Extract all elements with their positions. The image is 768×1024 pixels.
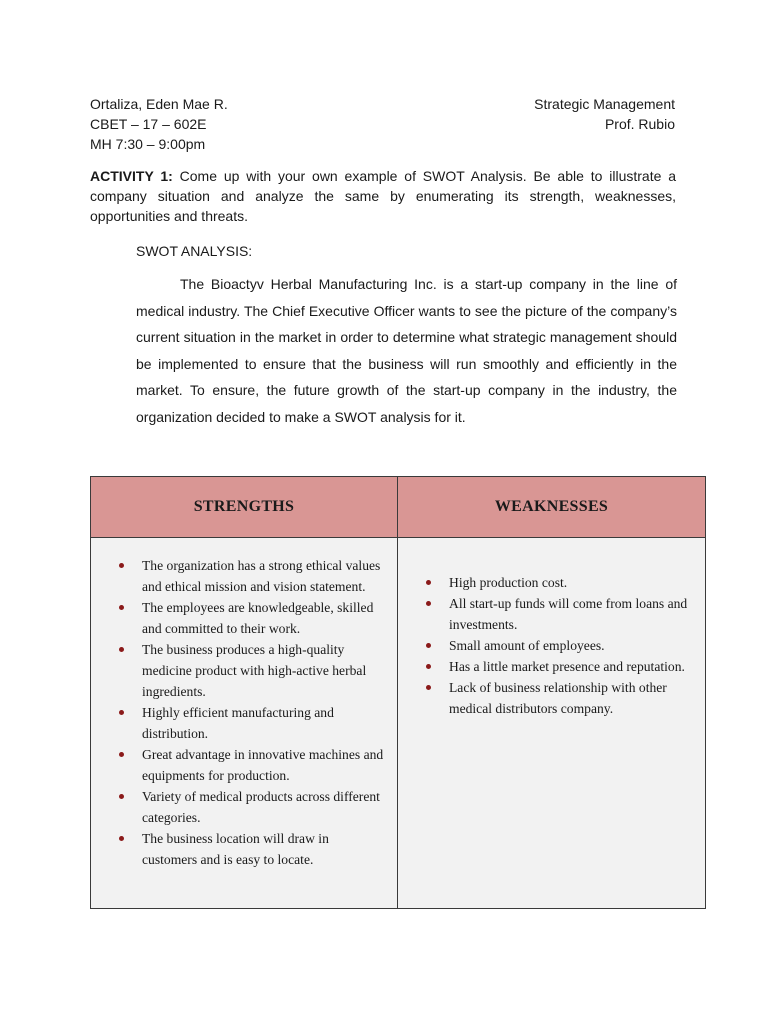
swot-body-row (91, 538, 706, 909)
strengths-header: STRENGTHS (91, 477, 398, 538)
activity-instructions (90, 166, 676, 226)
weakness-item: Small amount of employees. (398, 635, 705, 656)
swot-table (90, 476, 706, 909)
strength-item: The business location will draw in customers and is easy to locate. (91, 828, 397, 870)
weakness-item: All start-up funds will come from loans and investments. (398, 593, 705, 635)
activity-text: Come up with your own example of SWOT Analysis. Be able to illustrate a company situation and analyze the same by enumerating its strength, weaknesses, opportunities and threats. (90, 168, 676, 224)
swot-heading: SWOT ANALYSIS: (136, 243, 253, 259)
activity-label: ACTIVITY 1: (90, 168, 173, 184)
class-schedule: MH 7:30 – 9:00pm (90, 136, 206, 152)
course-title: Strategic Management (534, 96, 675, 112)
professor-name: Prof. Rubio (604, 116, 675, 132)
strength-item: Great advantage in innovative machines and equipments for production. (91, 744, 397, 786)
strengths-list (91, 538, 397, 870)
intro-paragraph: The Bioactyv Herbal Manufacturing Inc. is a start-up company in the line of medical industry. The Chief Executive Officer wants to see the picture of the company’s current situation in the market in order to determine what strategic management should be implemented to ensure that the business will run smoothly and efficiently in the market. To ensure, the future growth of the start-up company in the industry, the organization decided to make a SWOT analysis for it. (136, 276, 677, 425)
weakness-item: Lack of business relationship with other medical distributors company. (398, 677, 705, 719)
student-name: Ortaliza, Eden Mae R. (90, 96, 228, 112)
strength-item: Variety of medical products across different categories. (91, 786, 397, 828)
weakness-item: Has a little market presence and reputation. (398, 656, 705, 677)
weaknesses-cell (398, 538, 706, 909)
strength-item: The organization has a strong ethical values and ethical mission and vision statement. (91, 555, 397, 597)
swot-header-row (91, 477, 706, 538)
weakness-item: High production cost. (398, 572, 705, 593)
weaknesses-header: WEAKNESSES (398, 477, 706, 538)
strength-item: The employees are knowledgeable, skilled and committed to their work. (91, 597, 397, 639)
section-code: CBET – 17 – 602E (90, 116, 207, 132)
strengths-cell (91, 538, 398, 909)
strength-item: The business produces a high-quality medicine product with high-active herbal ingredients. (91, 639, 397, 702)
weaknesses-list (398, 538, 705, 719)
student-info (90, 94, 228, 154)
strength-item: Highly efficient manufacturing and distribution. (91, 702, 397, 744)
course-info (534, 94, 675, 134)
